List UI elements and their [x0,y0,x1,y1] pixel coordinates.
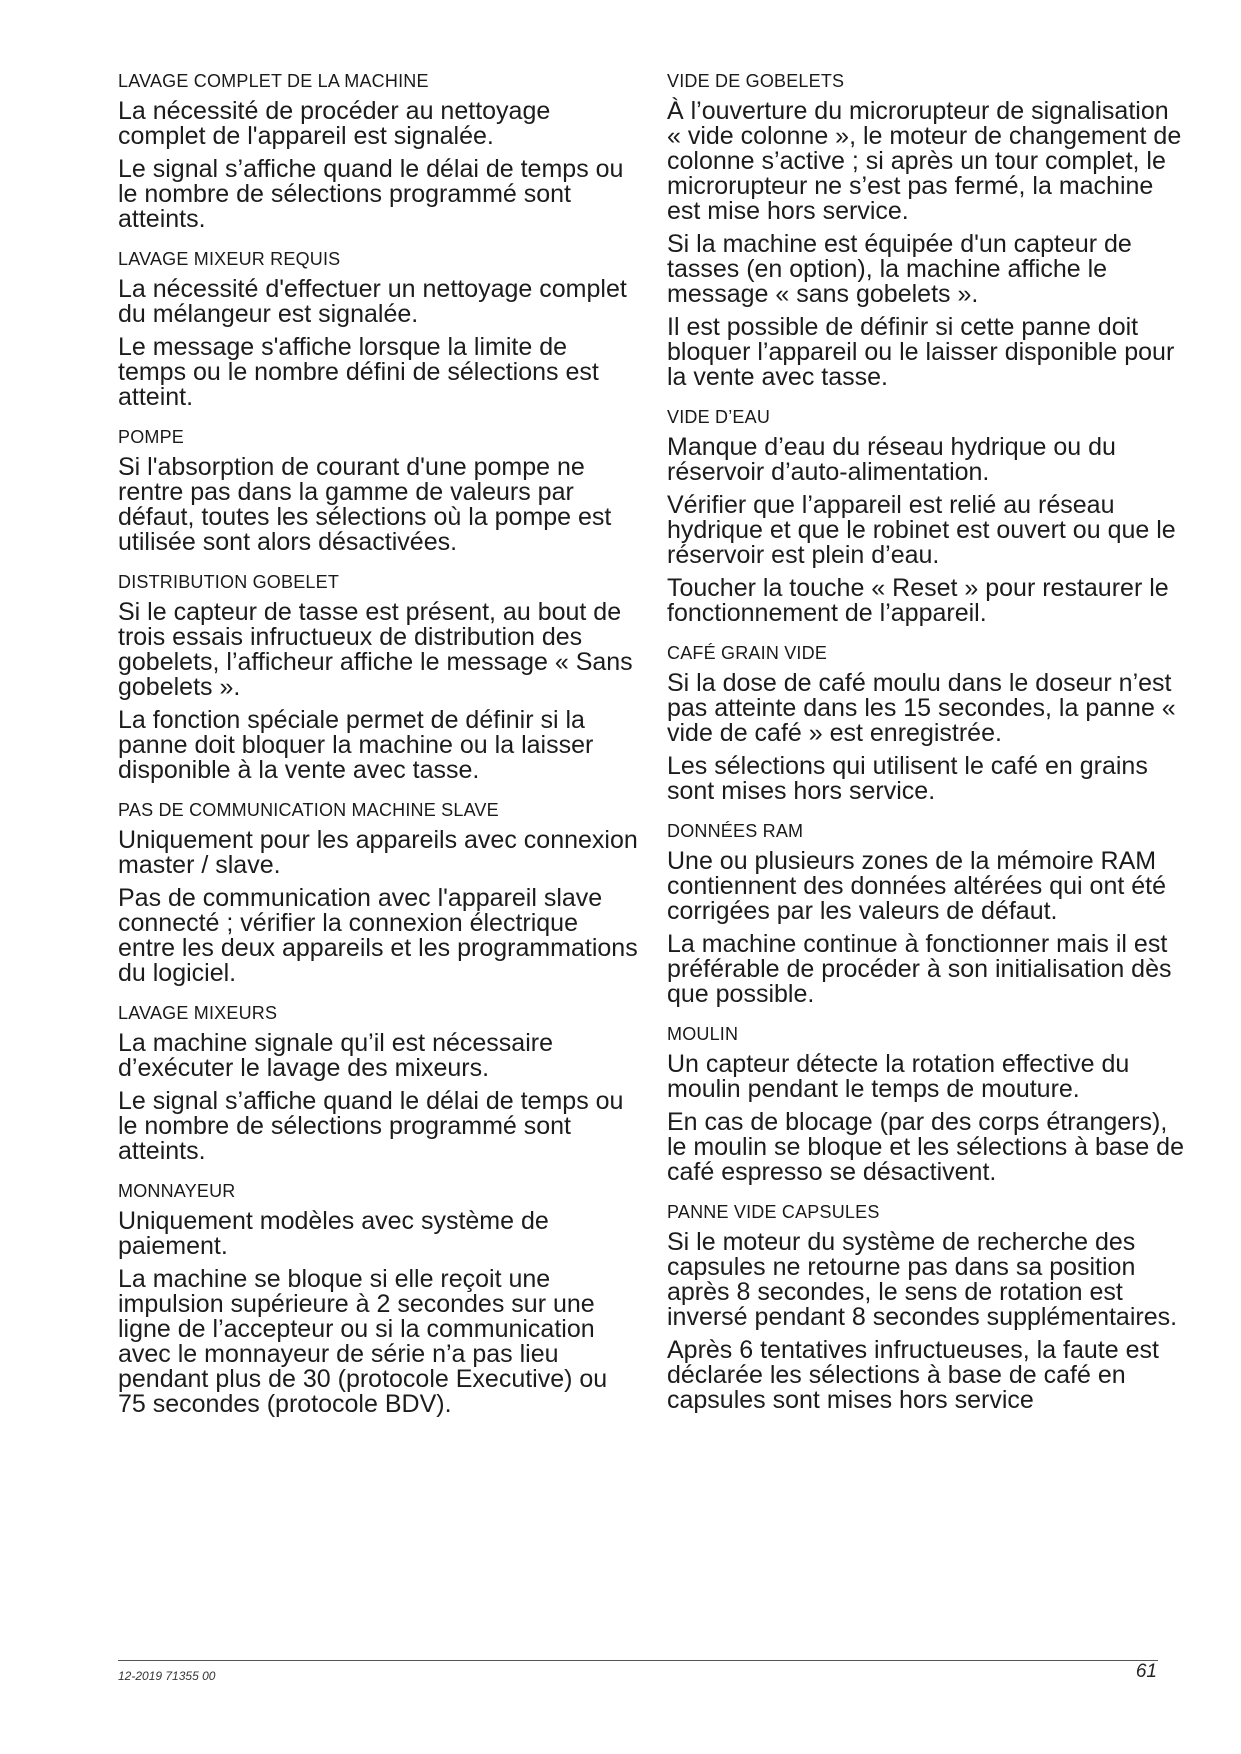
section-paragraph: La machine signale qu’il est nécessaire d’exécuter le lavage des mixeurs. [118,1029,553,1082]
section-paragraph: Uniquement modèles avec système de paiement. [118,1207,549,1260]
section-pas-de-communication-machine-slave [118,799,638,986]
section-lavage-complet-de-la-machine [118,70,638,232]
section-paragraph: La machine se bloque si elle reçoit une impulsion supérieure à 2 secondes sur une ligne de l’accepteur ou si la communication avec le monnayeur de série n’a pas lieu pendant plus de 30 (protocole Executive) ou 75 secondes (protocole BDV). [118,1265,608,1418]
section-heading: VIDE D’EAU [667,407,771,427]
section-paragraph: Une ou plusieurs zones de la mémoire RAM contiennent des données altérées qui ont été corrigées par les valeurs de défaut. [667,847,1166,925]
section-panne-vide-capsules [667,1201,1187,1413]
footer-divider [118,1660,1158,1661]
section-heading: PAS DE COMMUNICATION MACHINE SLAVE [118,800,499,820]
section-heading: VIDE DE GOBELETS [667,71,845,91]
section-paragraph: Pas de communication avec l'appareil slave connecté ; vérifier la connexion électrique entre les deux appareils et les programmations du logiciel. [118,884,638,987]
section-paragraph: À l’ouverture du microrupteur de signalisation « vide colonne », le moteur de changement de colonne s’active ; si après un tour complet, le microrupteur ne s’est pas fermé, la machine est mise hors service. [667,97,1182,225]
section-paragraph: La nécessité d'effectuer un nettoyage complet du mélangeur est signalée. [118,275,627,328]
section-donnees-ram [667,820,1187,1007]
section-vide-d-eau [667,406,1187,626]
section-paragraph: Il est possible de définir si cette panne doit bloquer l’appareil ou le laisser disponible pour la vente avec tasse. [667,313,1175,391]
section-paragraph: En cas de blocage (par des corps étrangers), le moulin se bloque et les sélections à base de café espresso se désactivent. [667,1108,1184,1186]
section-paragraph: Un capteur détecte la rotation effective du moulin pendant le temps de mouture. [667,1050,1130,1103]
section-heading: PANNE VIDE CAPSULES [667,1202,880,1222]
section-heading: LAVAGE MIXEUR REQUIS [118,249,341,269]
section-heading: LAVAGE COMPLET DE LA MACHINE [118,71,429,91]
section-cafe-grain-vide [667,642,1187,804]
section-lavage-mixeur-requis [118,248,638,410]
section-heading: MONNAYEUR [118,1181,236,1201]
section-paragraph: Les sélections qui utilisent le café en grains sont mises hors service. [667,752,1148,805]
section-monnayeur [118,1180,638,1417]
section-paragraph: Le signal s’affiche quand le délai de temps ou le nombre de sélections programmé sont atteints. [118,155,624,233]
section-heading: POMPE [118,427,185,447]
section-paragraph: Si le capteur de tasse est présent, au bout de trois essais infructueux de distribution des gobelets, l’afficheur affiche le message « Sans gobelets ». [118,598,633,701]
section-distribution-gobelet [118,571,638,783]
section-paragraph: Après 6 tentatives infructueuses, la faute est déclarée les sélections à base de café en capsules sont mises hors service [667,1336,1159,1414]
section-paragraph: Uniquement pour les appareils avec connexion master / slave. [118,826,638,879]
section-paragraph: La nécessité de procéder au nettoyage complet de l'appareil est signalée. [118,97,551,150]
section-heading: DONNÉES RAM [667,821,804,841]
section-heading: DISTRIBUTION GOBELET [118,572,340,592]
section-paragraph: Si la machine est équipée d'un capteur de tasses (en option), la machine affiche le message « sans gobelets ». [667,230,1132,308]
section-moulin [667,1023,1187,1185]
section-paragraph: Si l'absorption de courant d'une pompe ne rentre pas dans la gamme de valeurs par défaut, toutes les sélections où la pompe est utilisée sont alors désactivées. [118,453,612,556]
section-paragraph: Le message s'affiche lorsque la limite de temps ou le nombre défini de sélections est atteint. [118,333,599,411]
left-column [118,70,638,1433]
footer-document-code: 12-2019 71355 00 [118,1669,216,1683]
section-paragraph: La fonction spéciale permet de définir si la panne doit bloquer la machine ou la laisser disponible à la vente avec tasse. [118,706,594,784]
section-paragraph: Si le moteur du système de recherche des capsules ne retourne pas dans sa position après 8 secondes, le sens de rotation est inversé pendant 8 secondes supplémentaires. [667,1228,1178,1331]
section-paragraph: Toucher la touche « Reset » pour restaurer le fonctionnement de l’appareil. [667,574,1169,627]
section-pompe [118,426,638,555]
page-number: 61 [1135,1661,1157,1682]
section-heading: MOULIN [667,1024,739,1044]
right-column [667,70,1187,1429]
section-lavage-mixeurs [118,1002,638,1164]
section-paragraph: La machine continue à fonctionner mais il est préférable de procéder à son initialisation dès que possible. [667,930,1172,1008]
section-paragraph: Le signal s’affiche quand le délai de temps ou le nombre de sélections programmé sont atteints. [118,1087,624,1165]
section-vide-de-gobelets [667,70,1187,390]
section-paragraph: Manque d’eau du réseau hydrique ou du réservoir d’auto-alimentation. [667,433,1116,486]
section-heading: CAFÉ GRAIN VIDE [667,643,828,663]
section-heading: LAVAGE MIXEURS [118,1003,278,1023]
section-paragraph: Si la dose de café moulu dans le doseur n’est pas atteinte dans les 15 secondes, la panne « vide de café » est enregistrée. [667,669,1176,747]
section-paragraph: Vérifier que l’appareil est relié au réseau hydrique et que le robinet est ouvert ou que le réservoir est plein d’eau. [667,491,1176,569]
